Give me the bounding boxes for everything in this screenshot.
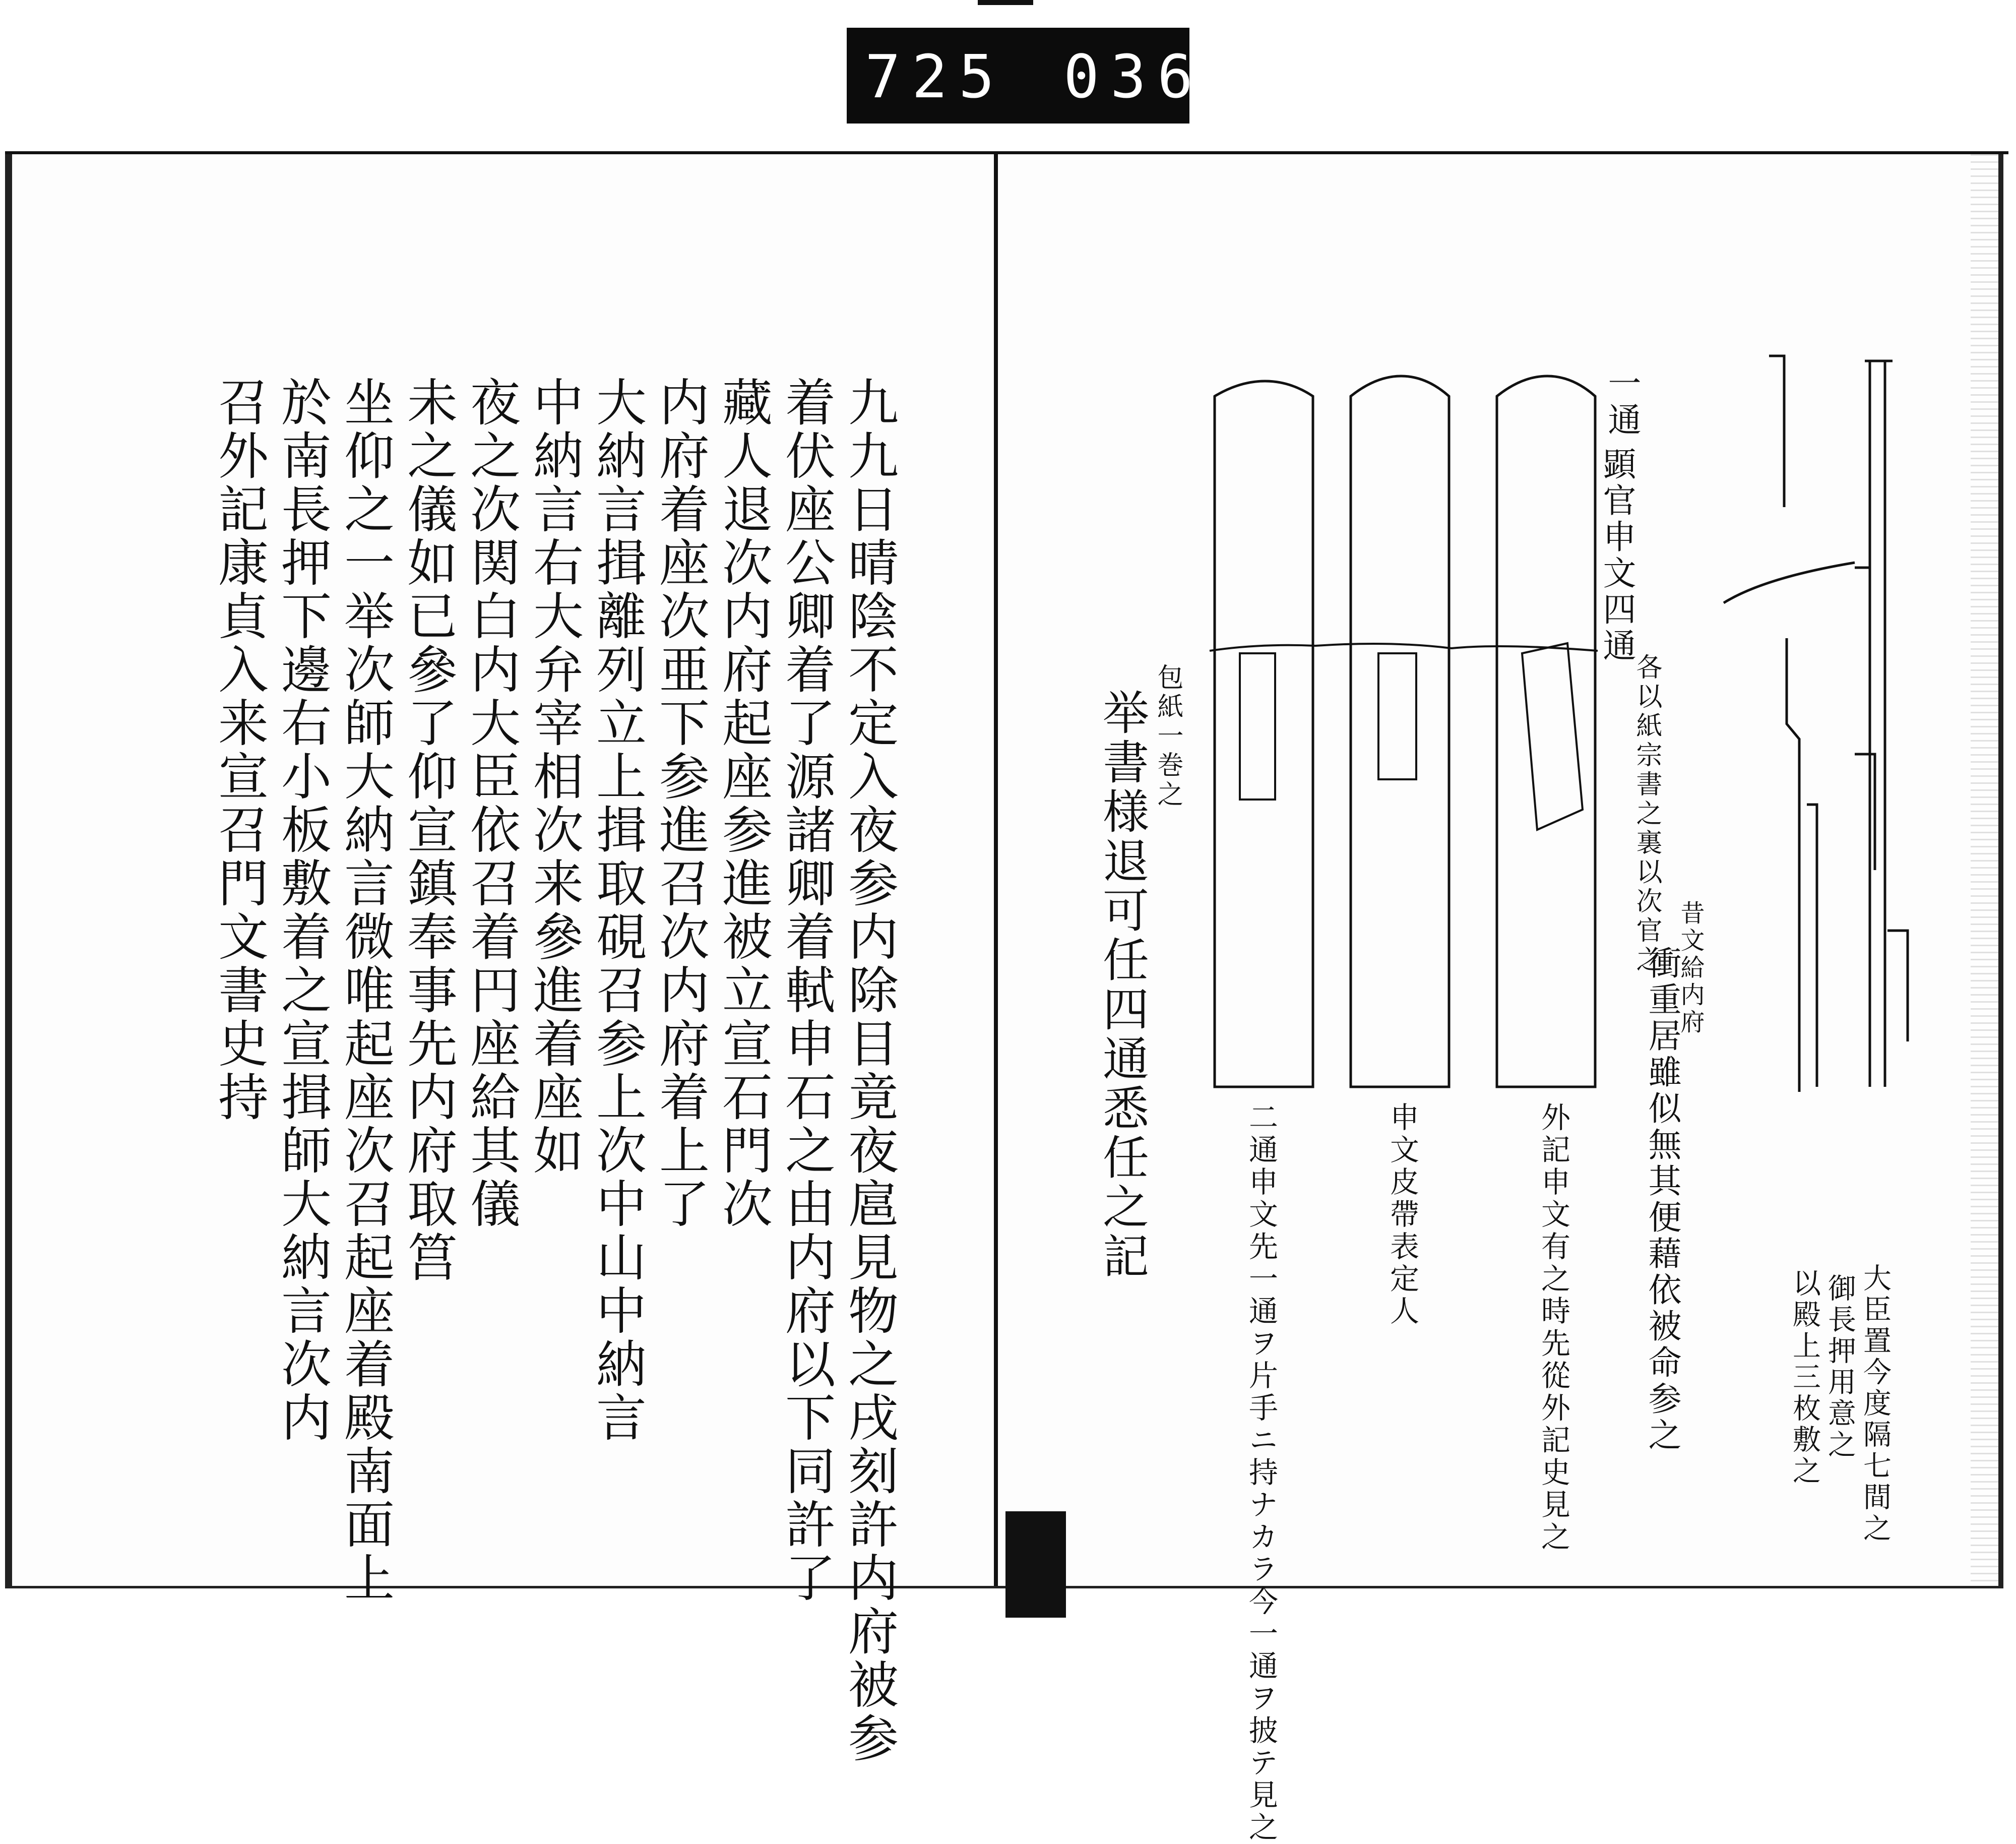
note-paper: 各以紙宗書之裏以次官之 xyxy=(1631,653,1662,975)
right-page xyxy=(998,154,2003,1844)
text-column: 未之儀如已參了仰宣鎮奉事先内府取筥 xyxy=(399,376,458,1284)
caption-middle: 申文皮帶表定人 xyxy=(1385,1102,1419,1328)
note-main-heading: 举書様退可任四通悉任之記 xyxy=(1095,689,1149,1281)
text-column: 九九日晴陰不定入夜参内除目竟夜扈見物之戌刻許内府被参 xyxy=(840,376,899,1765)
text-column: 於南長押下邊右小板敷着之宣揖師大納言次内 xyxy=(273,376,332,1445)
text-column: 藏人退次内府起座参進被立宣石門次 xyxy=(714,376,773,1231)
note-documents: 昔文給内府 xyxy=(1676,900,1705,1036)
page-edge xyxy=(1971,154,1998,1586)
note-tray: 衝重居雖似無其便藉依被命参之 xyxy=(1643,946,1681,1454)
note-placement: 大臣置今度隔七間之 xyxy=(1859,1263,1892,1545)
reel-number: 725 xyxy=(865,42,1006,111)
text-column: 内府着座次亜下参進召次内府着上了 xyxy=(651,376,710,1231)
note-petition-count: 顕官申文四通 xyxy=(1597,447,1636,664)
note-one-set: 一通 xyxy=(1602,366,1641,439)
spine-clip xyxy=(1005,1511,1066,1618)
text-column: 着伏座公卿着了源諸卿着軾申石之由内府以下同許了 xyxy=(777,376,836,1605)
note-mats: 以殿上三枚敷之 xyxy=(1788,1268,1821,1487)
note-rail: 御長押用意之 xyxy=(1823,1273,1856,1461)
frame-number: 036. xyxy=(1063,42,1251,111)
open-book xyxy=(5,151,2008,1844)
text-column: 坐仰之一举次師大納言微唯起座次召起座着殿南面上 xyxy=(336,376,395,1605)
left-page xyxy=(5,154,1001,1765)
text-column: 夜之次関白内大臣依召着円座給其儀 xyxy=(462,376,521,1231)
text-column: 中納言右大弁宰相次来參進着座如 xyxy=(525,376,584,1178)
microfilm-label xyxy=(847,28,1251,124)
text-column: 大納言揖離列立上揖取硯召参上次中山中納言 xyxy=(588,376,647,1445)
note-wrapping: 包紙一巻之 xyxy=(1153,663,1183,810)
top-clip xyxy=(978,0,1033,5)
diagram-captions xyxy=(998,1102,1998,1844)
text-column: 召外記康貞入来宣召門文書史持 xyxy=(210,376,269,1124)
caption-left: 二通申文先一通ヲ片手ニ持ナカラ今一通ヲ披テ見之 xyxy=(1244,1102,1278,1844)
left-page-text xyxy=(12,376,1001,1765)
caption-right: 外記申文有之時先從外記史見之 xyxy=(1536,1102,1570,1554)
